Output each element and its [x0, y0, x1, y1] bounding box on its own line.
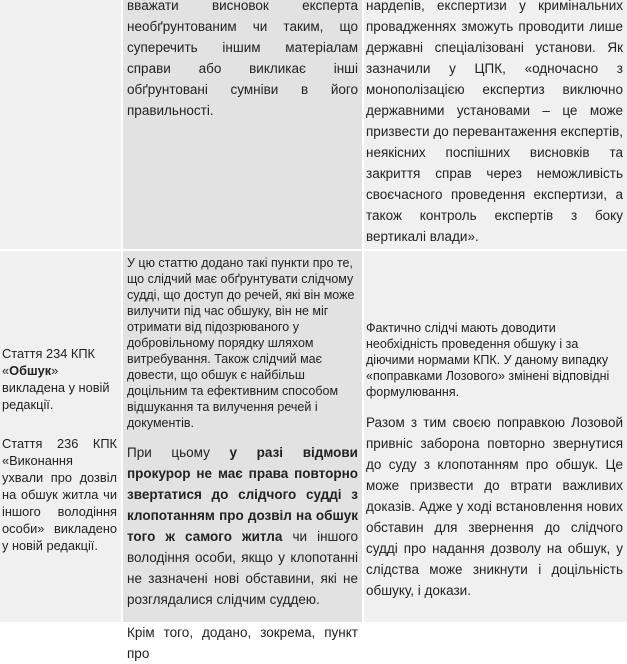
article-236-text: Стаття 236 КПК «Виконання ухвали про дозвіл на обшук житла чи іншого володіння особи» викладено у новій редакції. [2, 436, 117, 553]
row2-col3-cell [364, 251, 627, 622]
article-234-suffix: » викладена у новій редакції. [2, 363, 110, 412]
row1-col3-cell [364, 0, 627, 249]
row2-col2-para2 [127, 442, 358, 610]
article-234-text [2, 345, 117, 413]
article-234-bold: Обшук [9, 363, 52, 378]
row2-col1-cell [0, 251, 121, 622]
row2-col3-para2: Разом з тим своєю поправкою Лозовой привніс заборона повторно звернутися до суду з клопотанням про обшук. Це може призвести до втрати важливих доказів. Адже у ході встановлення нових обставин для звернення до слідчого судді про надання дозволу на обшук, у слідства може зникнути і доцільність обшуку, і докази. [366, 415, 623, 598]
row2-col2-para3: Крім того, додано, зокрема, пункт про [127, 625, 358, 661]
para2-suffix: чи іншого володіння особи, якщо у клопотанні не зазначені нові обставини, які не розглядалися слідчим суддею. [127, 529, 358, 607]
para2-bold: у разі відмови прокурор не має права повторно звертатися до слідчого судді з клопотанням про дозвіл на обшук того ж самого житла [127, 445, 358, 544]
row2-col2-para1: У цю статтю додано такі пункти про те, що слідчий має обґрунтувати слідчому судді, що доступ до речей, які він може вилучити під час обшуку, він не міг отримати від підозрюваного у добровільному порядку шляхом витребування. Також слідчий має довести, що обшук є найбільш доцільним та ефективним способом відшукання та вилучення речей і документів. [127, 256, 355, 430]
row1-col1-cell [0, 0, 121, 249]
row2-col2-cell [123, 251, 362, 661]
para2-prefix: При цьому [127, 445, 230, 460]
row1-col2-cell [123, 0, 362, 249]
row2-col3-para1: Фактично слідчі мають доводити необхідність проведення обшуку і за діючими нормами КПК. У даному випадку «поправками Лозового» змінені відповідні формулювання. [366, 321, 610, 399]
article-234-prefix: Стаття 234 КПК « [2, 346, 96, 378]
row1-col2-text: вважати висновок експерта необґрунтованим чи таким, що суперечить іншим матеріалам справи або викликає інші обґрунтовані сумніви в його правильності. [127, 0, 358, 118]
row1-col3-text: нардепів, експертизи у кримінальних провадженнях зможуть проводити лише державні спеціалізовані установи. Як зазначили у ЦПК, «одночасно з монополізацією експертиз виключно державними установами – це може призвести до перевантаження експертів, неякісних поспішних висновків та закриття справ через неможливість своєчасного проведення експертизи, а також контроль експертів з боку вертикалі влади». [366, 0, 623, 244]
